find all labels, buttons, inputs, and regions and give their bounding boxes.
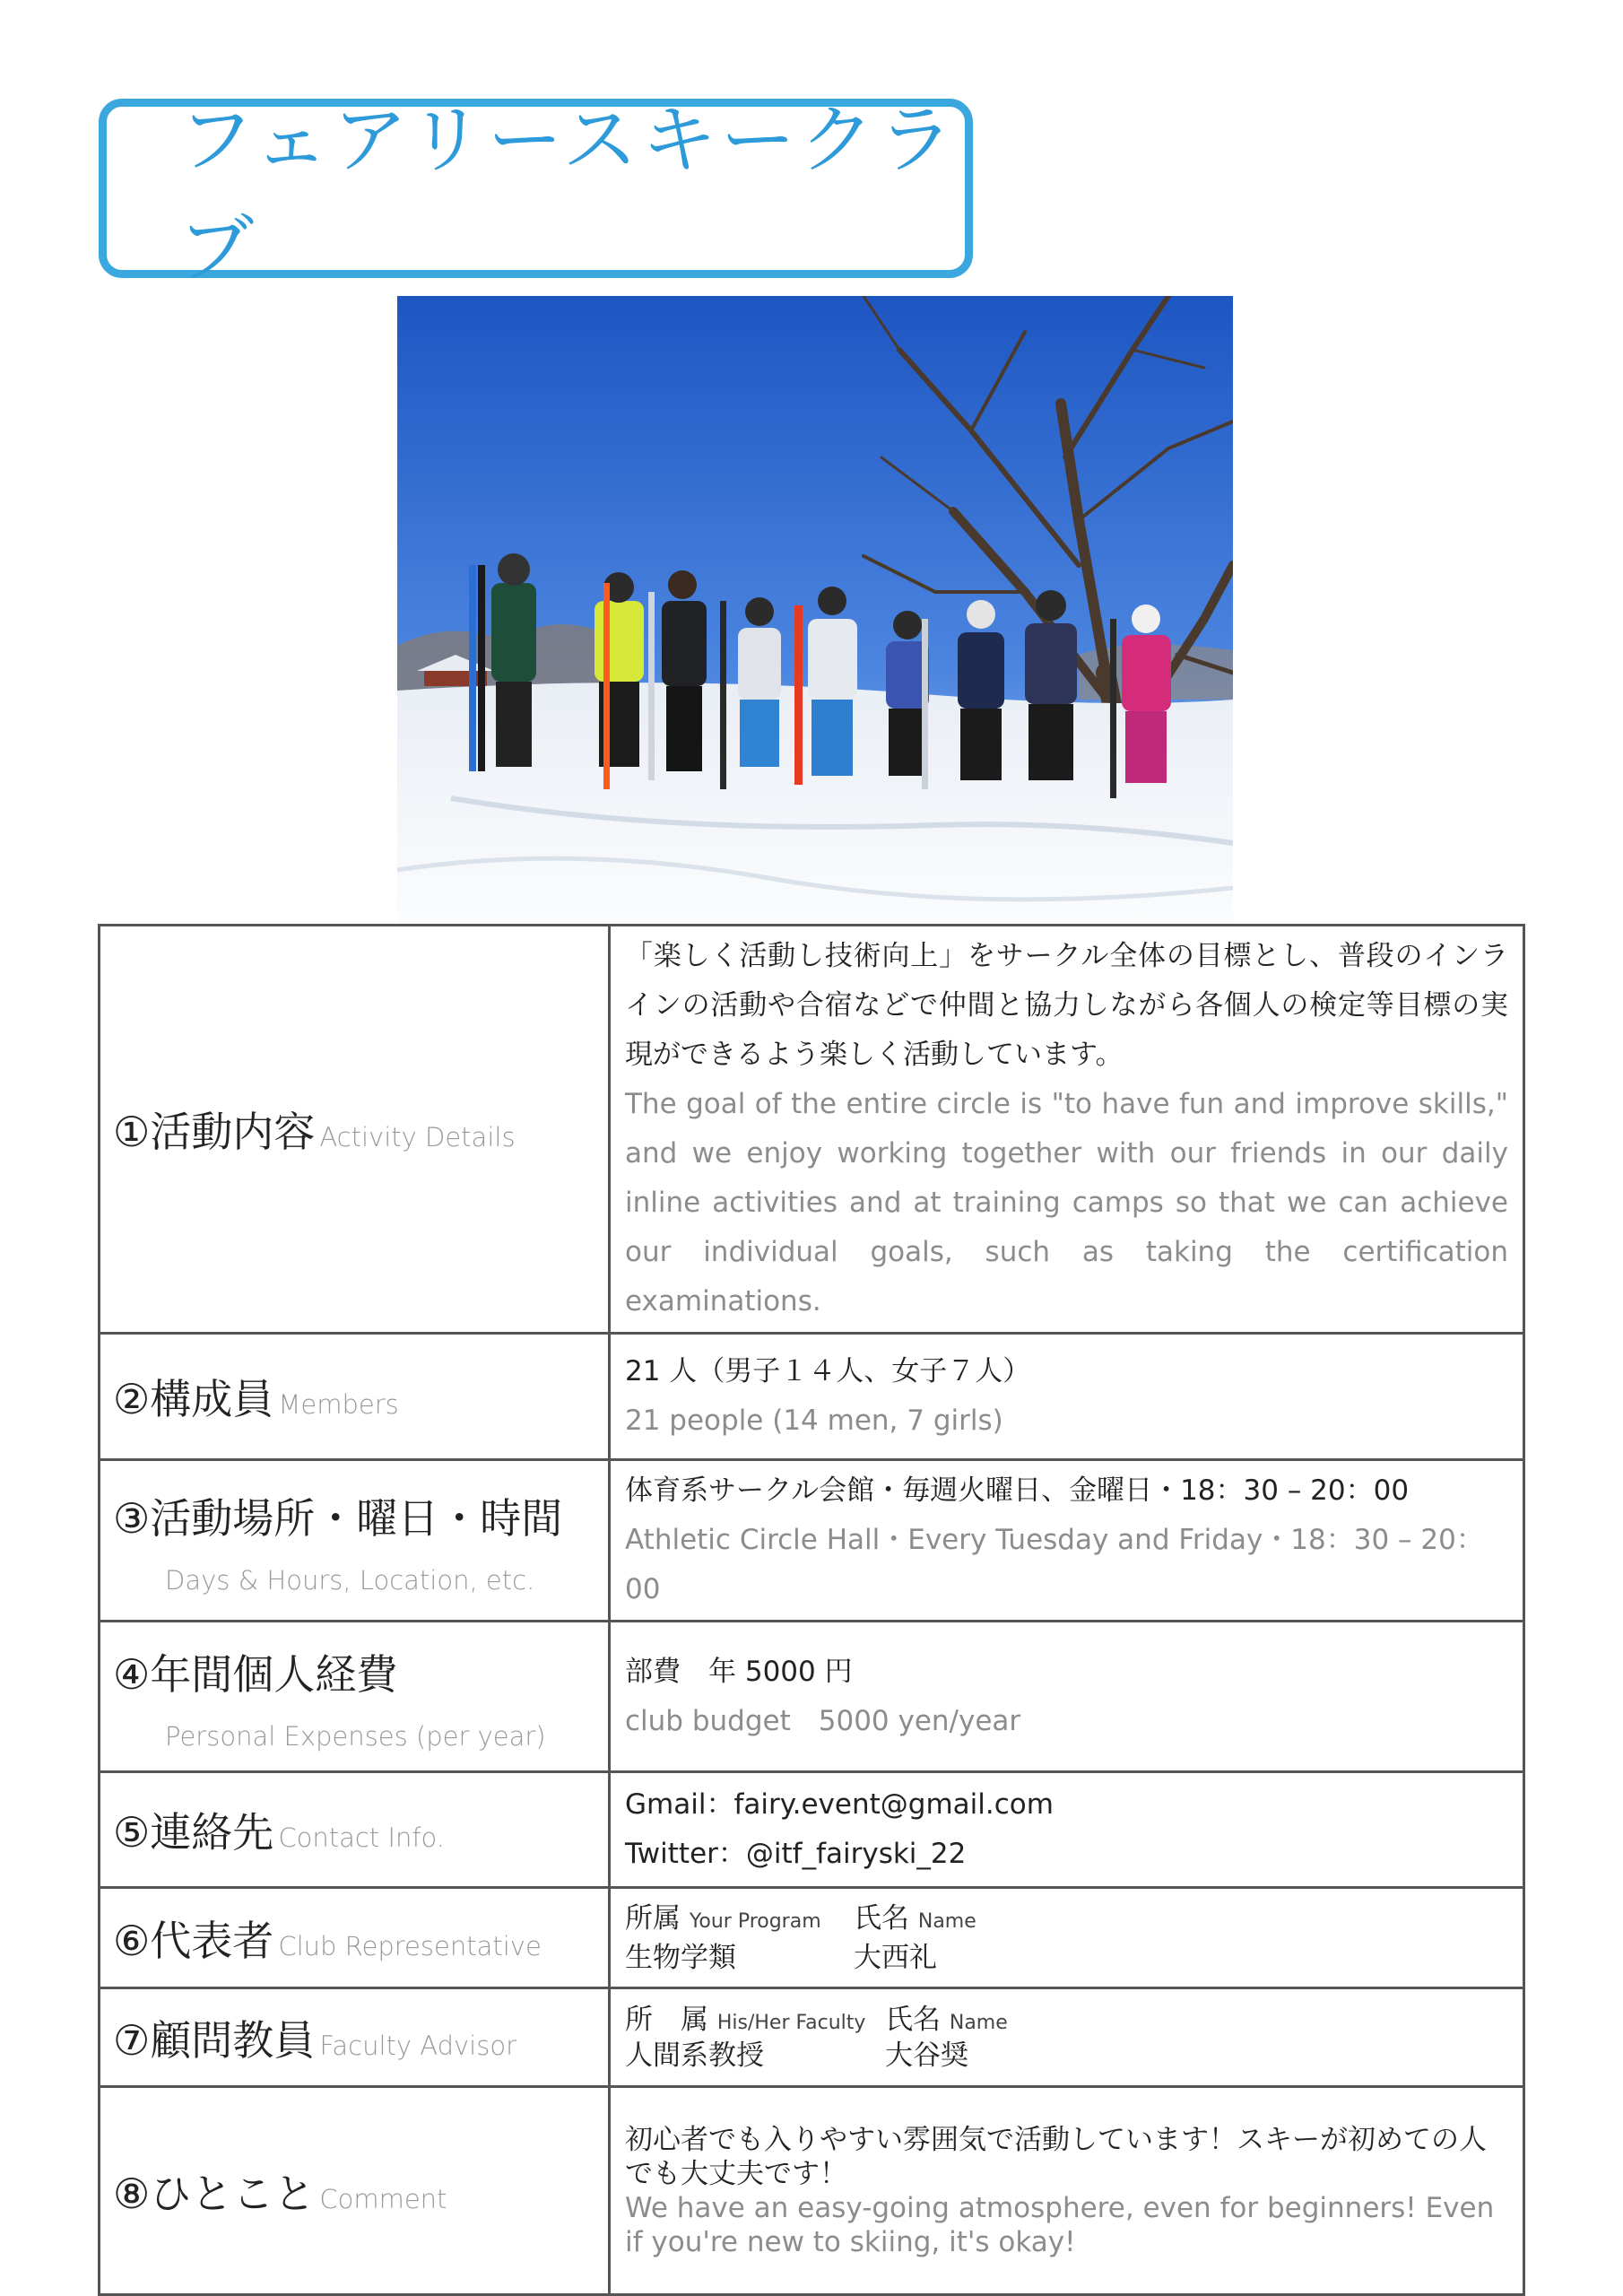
label-expenses: ④年間個人経費: [113, 1649, 398, 1699]
row-activity-details: [100, 926, 1524, 1334]
content-cell: [610, 1460, 1524, 1622]
label-contact-en: Contact Info.: [278, 1822, 445, 1853]
club-info-table: [98, 924, 1525, 2296]
label-cell: [100, 926, 610, 1334]
advisor-name-jp: 氏名: [885, 2003, 941, 2036]
page-title: フェアリースキークラブ: [178, 96, 958, 292]
content-cell: [610, 1888, 1524, 1988]
group-photo: [397, 296, 1233, 924]
label-representative-en: Club Representative: [278, 1930, 542, 1961]
contact-twitter[interactable]: Twitter：@itf_fairyski_22: [625, 1838, 967, 1870]
advisor-name-en: Name: [949, 2011, 1008, 2034]
label-cell: [100, 1988, 610, 2087]
activity-details-en: The goal of the entire circle is "to have fun and improve skills," and we enjoy working together with our friends in our daily inline activities and at training camps so that we can achieve our individual goals, such as taking the certification examinations.: [625, 1088, 1508, 1318]
expenses-jp: 部費 年 5000 円: [625, 1655, 853, 1688]
label-faculty-advisor: ⑦顧問教員: [113, 2015, 316, 2065]
advisor-affil-value: 人間系教授: [625, 2039, 764, 2072]
representative-affil-en: Your Program: [689, 1909, 821, 1933]
label-location-time-en: Days & Hours, Location, etc.: [165, 1564, 535, 1596]
representative-header: [625, 1900, 1508, 1940]
content-cell: [610, 1772, 1524, 1888]
label-cell: [100, 1334, 610, 1460]
representative-name-value: 大西礼: [854, 1941, 937, 1974]
label-activity-details-en: Activity Details: [319, 1122, 516, 1152]
title-box: [99, 96, 973, 292]
members-en: 21 people (14 men, 7 girls): [625, 1405, 1003, 1437]
content-cell: [610, 1988, 1524, 2087]
advisor-affil-en: His/Her Faculty: [716, 2011, 866, 2034]
representative-values: [625, 1940, 1508, 1976]
label-contact: ⑤連絡先: [113, 1808, 274, 1857]
label-comment-en: Comment: [319, 2183, 447, 2214]
advisor-name-value: 大谷奨: [885, 2039, 968, 2072]
label-cell: [100, 1460, 610, 1622]
representative-name-jp: 氏名: [854, 1901, 909, 1935]
location-time-en: Athletic Circle Hall・Every Tuesday and Friday・18：30 – 20：00: [625, 1524, 1484, 1605]
label-members: ②構成員: [113, 1375, 274, 1423]
advisor-affil-jp: 所 属: [625, 2003, 708, 2036]
expenses-en: club budget 5000 yen/year: [625, 1704, 1021, 1737]
advisor-affil-heading: [625, 2004, 885, 2039]
row-contact: [100, 1772, 1524, 1888]
location-time-jp: 体育系サークル会館・毎週火曜日、金曜日・18：30 – 20：00: [625, 1474, 1410, 1507]
label-cell: [100, 2087, 610, 2295]
content-cell: [610, 926, 1524, 1334]
row-expenses: [100, 1622, 1524, 1772]
content-cell: [610, 1334, 1524, 1460]
comment-en: We have an easy-going atmosphere, even for beginners! Even if you're new to skiing, it's okay!: [625, 2191, 1495, 2258]
members-jp: 21 人（男子１４人、女子７人）: [625, 1355, 1031, 1387]
label-representative: ⑥代表者: [113, 1916, 274, 1965]
row-members: [100, 1334, 1524, 1460]
label-faculty-advisor-en: Faculty Advisor: [319, 2030, 516, 2061]
row-location-time: [100, 1460, 1524, 1622]
representative-affil-value: 生物学類: [625, 1941, 736, 1974]
row-representative: [100, 1888, 1524, 1988]
label-cell: [100, 1622, 610, 1772]
content-cell: [610, 1622, 1524, 1772]
advisor-values: [625, 2039, 1508, 2072]
activity-details-jp: 「楽しく活動し技術向上」をサークル全体の目標とし、普段のインラインの活動や合宿などで仲間と協力しながら各個人の検定等目標の実現ができるよう楽しく活動しています。: [625, 940, 1508, 1071]
label-cell: [100, 1888, 610, 1988]
row-faculty-advisor: [100, 1988, 1524, 2087]
label-expenses-en: Personal Expenses (per year): [165, 1720, 546, 1752]
row-comment: [100, 2087, 1524, 2295]
label-location-time: ③活動場所・曜日・時間: [113, 1493, 563, 1543]
comment-jp: 初心者でも入りやすい雰囲気で活動しています！スキーが初めての人でも大丈夫です！: [625, 2123, 1487, 2190]
representative-affil-jp: 所属: [625, 1901, 681, 1935]
label-activity-details: ①活動内容: [113, 1108, 316, 1156]
label-cell: [100, 1772, 610, 1888]
contact-gmail[interactable]: Gmail：fairy.event@gmail.com: [625, 1788, 1054, 1821]
representative-affil-heading: [625, 1900, 854, 1940]
label-comment: ⑧ひとこと: [113, 2169, 316, 2218]
representative-name-en: Name: [917, 1909, 976, 1933]
advisor-header: [625, 2004, 1508, 2039]
label-members-en: Members: [278, 1389, 399, 1420]
content-cell: [610, 2087, 1524, 2295]
